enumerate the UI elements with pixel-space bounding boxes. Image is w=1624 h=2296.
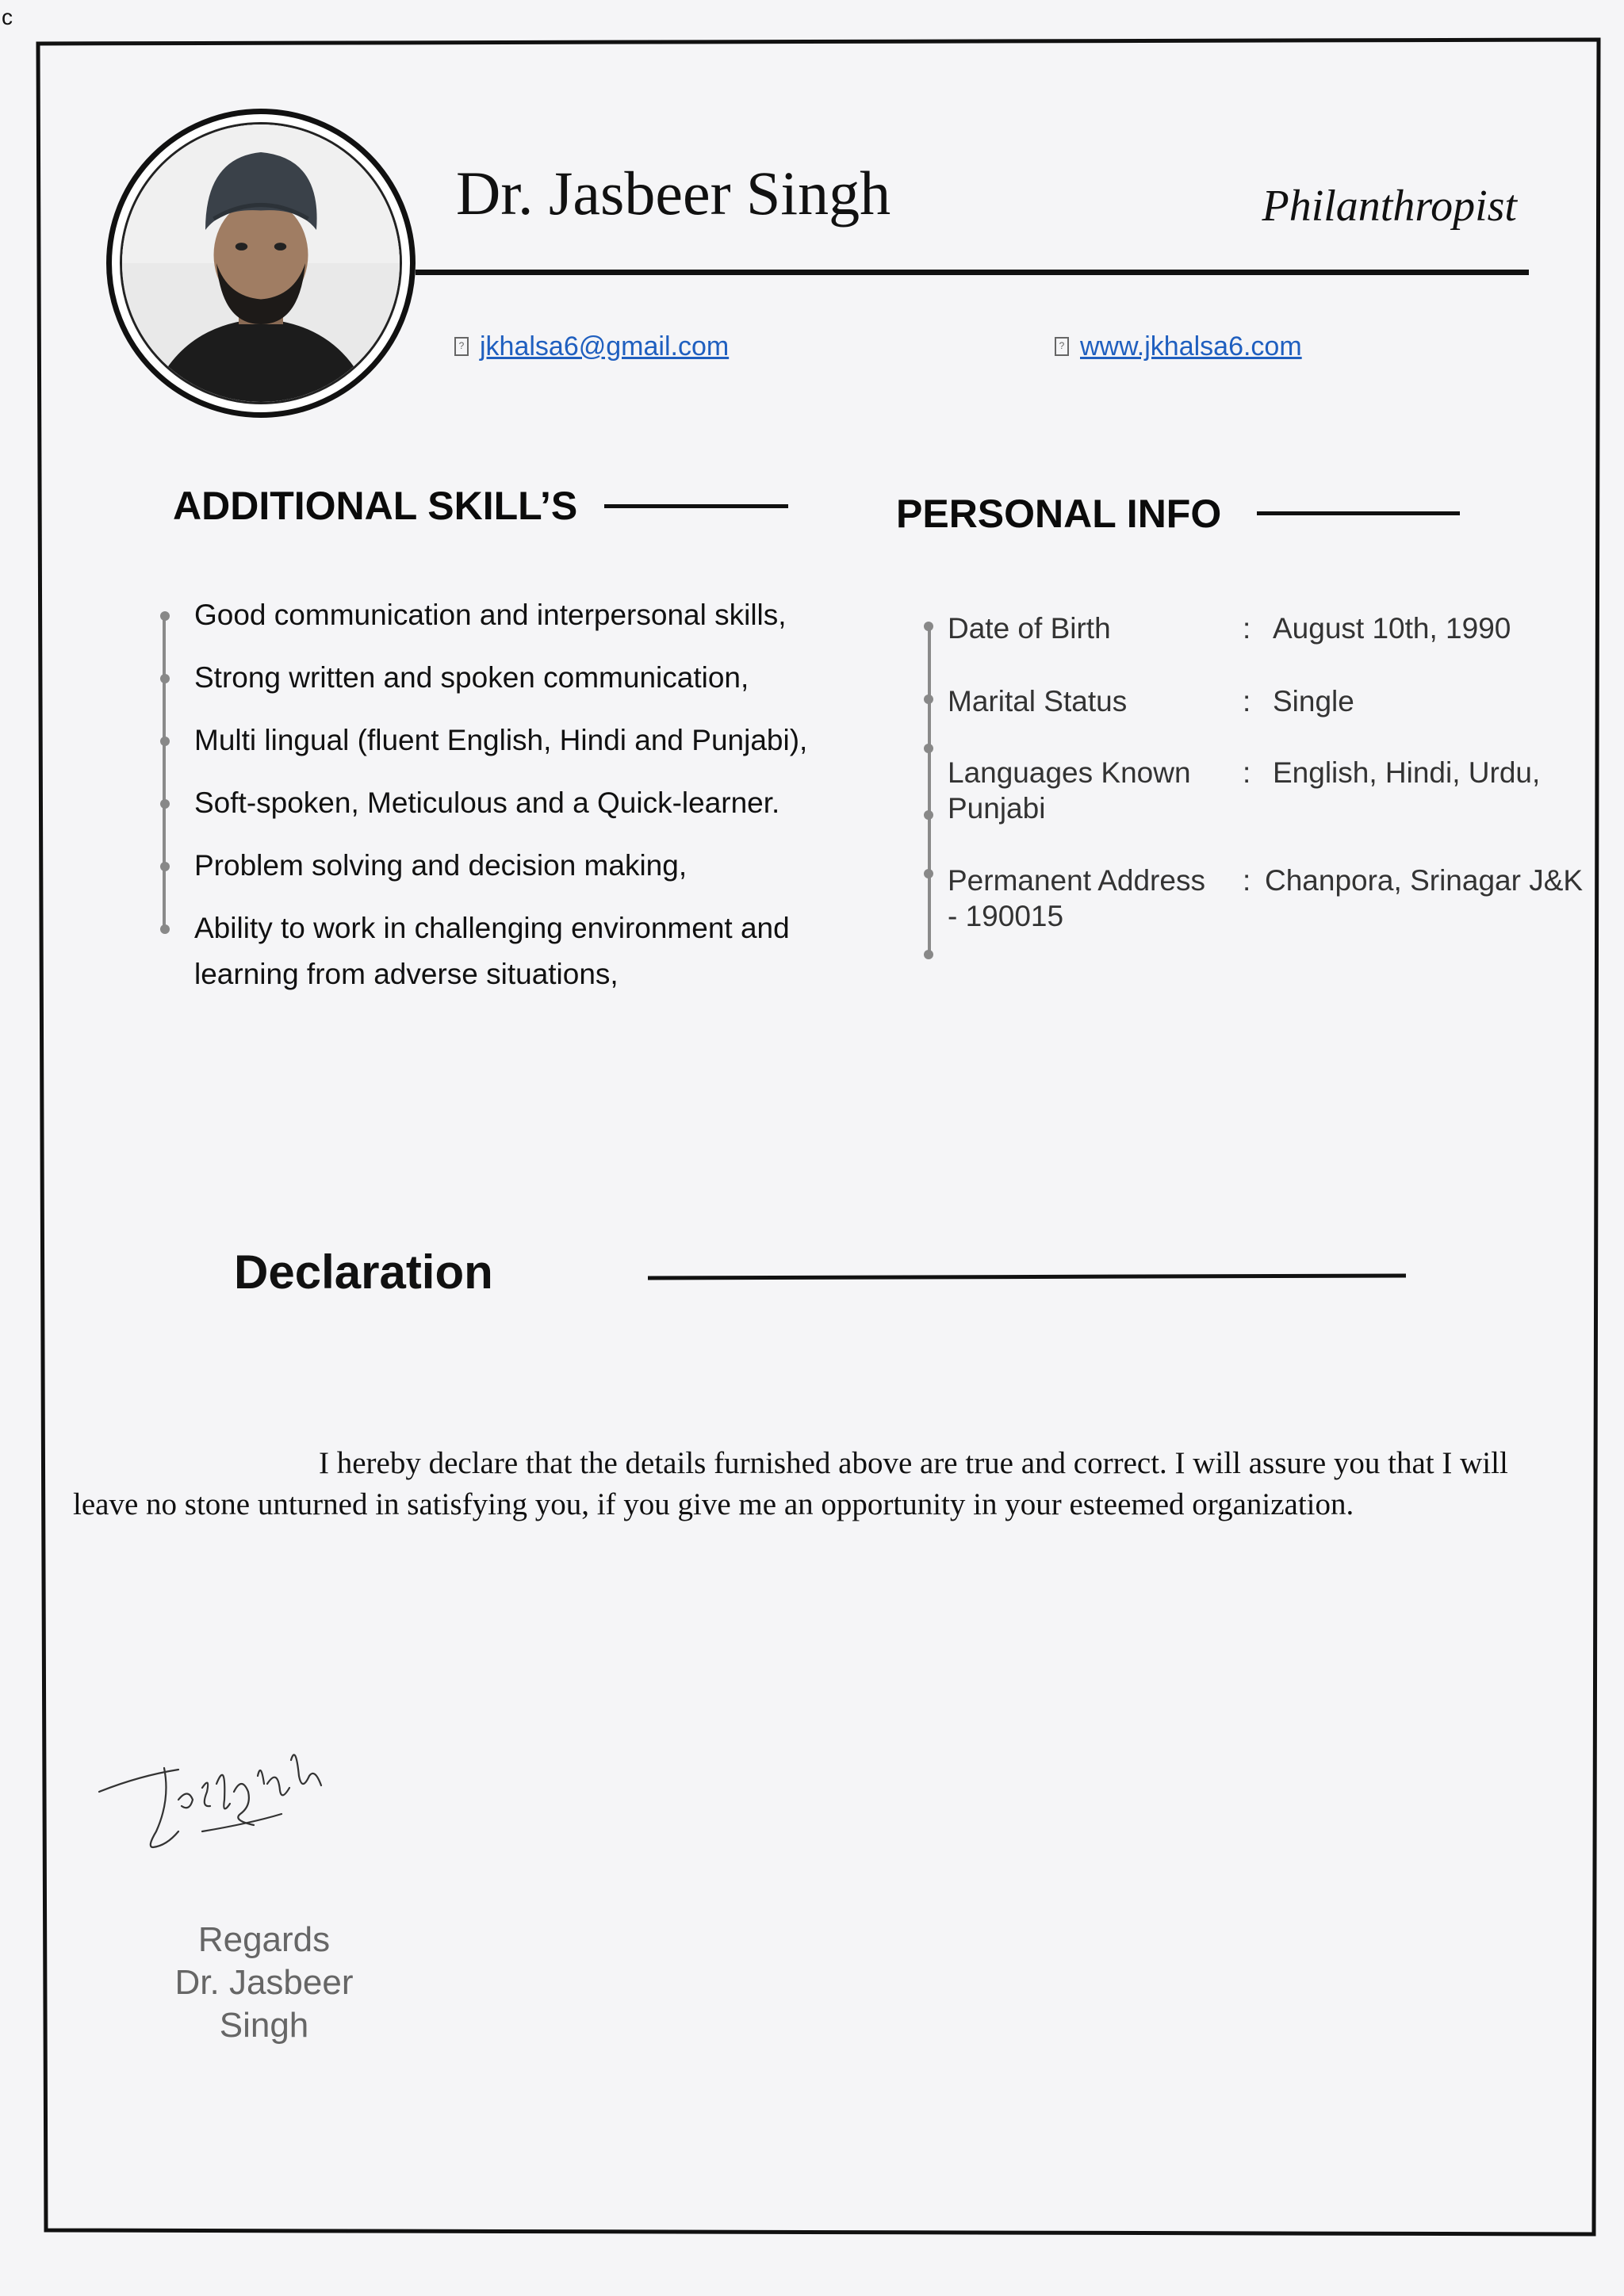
profile-photo [106, 109, 416, 418]
skills-list [194, 592, 876, 997]
list-item: Ability to work in challenging environment and [194, 905, 876, 951]
corner-mark: c [2, 5, 13, 29]
declaration-rule [646, 1269, 1408, 1284]
skills-heading-rule [604, 504, 788, 508]
website-contact [1055, 333, 1302, 360]
declaration-heading: Declaration [234, 1246, 493, 1299]
list-item: Problem solving and decision making, [194, 843, 876, 889]
email-link[interactable]: jkhalsa6@gmail.com [480, 331, 730, 362]
declaration-text: I hereby declare that the details furnished above are true and correct. I will assure you that I will leave no stone unturned in satisfying you, if you give me an opportunity in your esteemed organization. [73, 1446, 1508, 1521]
email-icon: ? [454, 337, 469, 356]
signature [91, 1712, 393, 1871]
email-contact [454, 333, 729, 360]
website-link[interactable]: www.jkhalsa6.com [1080, 331, 1302, 362]
personal-info-list: Date of Birth : August 10th, 1990 Marital Status : Single Languages Known Punjabi : English, Hindi, Urdu, Permanent Address - 190015 : Chanpora, Srinagar J&K [948, 610, 1598, 943]
closing-block [133, 1919, 395, 2047]
list-item: Soft-spoken, Meticulous and a Quick-learner. [194, 780, 876, 826]
info-row-languages: Languages Known Punjabi : English, Hindi, Urdu, [948, 755, 1598, 830]
skills-timeline [163, 618, 166, 929]
skills-heading: ADDITIONAL SKILL’S [173, 484, 578, 528]
info-row-address: Permanent Address - 190015 : Chanpora, Srinagar J&K [948, 863, 1598, 938]
candidate-name: Dr. Jasbeer Singh [456, 159, 891, 228]
avatar [122, 124, 400, 402]
list-item: Good communication and interpersonal skills, [194, 592, 876, 638]
list-item: Strong written and spoken communication, [194, 655, 876, 701]
personal-info-heading: PERSONAL INFO [896, 492, 1222, 536]
globe-icon: ? [1055, 337, 1069, 356]
regards-text: Regards [197, 1920, 331, 1959]
list-item: Multi lingual (fluent English, Hindi and Punjabi), [194, 718, 876, 763]
header-divider [416, 270, 1529, 275]
info-timeline [928, 626, 931, 955]
personal-info-heading-rule [1257, 511, 1460, 515]
closing-name: Dr. Jasbeer Singh [174, 1963, 354, 2045]
candidate-role: Philanthropist [1262, 182, 1517, 231]
list-item: learning from adverse situations, [194, 958, 619, 990]
